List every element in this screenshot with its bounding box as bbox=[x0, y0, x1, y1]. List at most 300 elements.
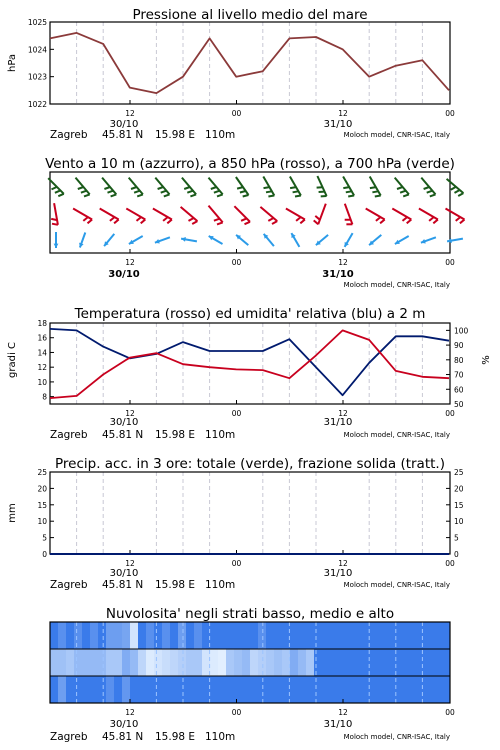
station-elev: 110m bbox=[205, 731, 236, 743]
wind-850-barb-feather bbox=[296, 217, 301, 221]
precip-y-tick-label: 25 bbox=[37, 468, 47, 477]
cloud-cell bbox=[434, 676, 442, 703]
wind-850-barb-feather bbox=[83, 217, 88, 221]
wind-700-barb-feather bbox=[164, 194, 170, 196]
cloud-cell bbox=[346, 622, 354, 649]
wind-700-barb-feather bbox=[451, 187, 456, 190]
cloud-cell bbox=[346, 676, 354, 703]
cloud-cell bbox=[146, 622, 154, 649]
cloud-cell bbox=[74, 676, 82, 703]
precip-y-tick-label-right: 10 bbox=[454, 517, 464, 527]
wind-850-barb-shaft bbox=[446, 209, 465, 220]
cloud-cell bbox=[186, 676, 194, 703]
wind-700-barb-feather bbox=[58, 194, 64, 196]
wind-title: Vento a 10 m (azzurro), a 850 hPa (rosso), a 700 hPa (verde) bbox=[45, 156, 455, 172]
pressure-station bbox=[50, 129, 235, 141]
cloud-cell bbox=[266, 622, 274, 649]
cloud-cell bbox=[50, 622, 58, 649]
cloud-cell bbox=[402, 622, 410, 649]
cloud-cell bbox=[226, 676, 234, 703]
pressure-x-tick-label: 12 bbox=[338, 109, 348, 118]
cloud-cell bbox=[74, 622, 82, 649]
pressure-title: Pressione al livello medio del mare bbox=[132, 7, 368, 23]
wind-700-barb bbox=[290, 177, 301, 197]
cloud-cell bbox=[338, 622, 346, 649]
wind-x-tick-label: 12 bbox=[338, 258, 348, 267]
precip-y-tick-label-right: 0 bbox=[454, 550, 459, 559]
cloud-cell bbox=[274, 649, 282, 676]
pressure-y-tick-label: 1025 bbox=[27, 18, 47, 27]
wind-850-barb-shaft bbox=[100, 209, 119, 220]
cloud-title: Nuvolosita' negli strati basso, medio e alto bbox=[105, 606, 395, 622]
wind-700-barb-feather bbox=[55, 190, 61, 192]
wind-700-barb bbox=[182, 178, 196, 197]
humidity-y-tick-label-right: 100 bbox=[454, 326, 469, 336]
cloud-cell bbox=[266, 676, 274, 703]
cloud-cell bbox=[402, 649, 410, 676]
cloud-cell bbox=[370, 649, 378, 676]
cloud-date-2: 31/10 bbox=[323, 719, 353, 730]
cloud-cell bbox=[442, 676, 450, 703]
cloud-cell bbox=[130, 649, 138, 676]
humidity-y-tick-label-right: 70 bbox=[454, 370, 464, 380]
precip-y-tick-label: 0 bbox=[42, 550, 47, 559]
cloud-cell bbox=[242, 622, 250, 649]
pressure-x-tick-label: 00 bbox=[445, 109, 455, 118]
wind-700-barb-feather bbox=[348, 196, 354, 197]
cloud-cell bbox=[298, 676, 306, 703]
wind-700-barb-shaft bbox=[447, 179, 464, 193]
cloud-cell bbox=[442, 649, 450, 676]
wind-850-barb bbox=[366, 209, 385, 224]
cloud-cell bbox=[394, 649, 402, 676]
precip-y-tick-label: 10 bbox=[37, 517, 47, 527]
wind-850-barb-feather bbox=[407, 220, 412, 224]
cloud-cell bbox=[322, 622, 330, 649]
wind-700-barb bbox=[263, 177, 274, 197]
wind-700-barb bbox=[129, 178, 143, 197]
wind-850-barb-feather bbox=[433, 220, 438, 224]
wind-850-barb-shaft bbox=[153, 209, 172, 220]
station-name: Zagreb bbox=[50, 731, 88, 743]
wind-700-barb bbox=[102, 178, 116, 197]
wind-850-barb bbox=[392, 209, 411, 224]
cloud-cell bbox=[106, 676, 114, 703]
station-elev: 110m bbox=[205, 129, 236, 141]
cloud-cell bbox=[114, 649, 122, 676]
cloud-x-tick-label: 00 bbox=[231, 708, 242, 717]
wind-850-barb bbox=[51, 203, 58, 225]
wind-850-barb-feather bbox=[88, 220, 93, 224]
temp-x-tick-label: 00 bbox=[445, 409, 455, 418]
pressure-y-tick-label: 1022 bbox=[27, 100, 47, 109]
wind-700-barb-feather bbox=[397, 187, 403, 189]
cloud-cell bbox=[122, 622, 130, 649]
cloud-cell bbox=[370, 676, 378, 703]
humidity-y-tick-label-right: 90 bbox=[454, 341, 464, 351]
cloud-cell bbox=[234, 649, 242, 676]
station-lon: 15.98 E bbox=[155, 429, 196, 441]
cloud-cell bbox=[258, 649, 266, 676]
cloud-cell bbox=[258, 676, 266, 703]
wind-700-barb-feather bbox=[187, 191, 193, 193]
humidity-y-tick-label-right: 50 bbox=[454, 400, 464, 409]
wind-10m-arrow bbox=[264, 234, 274, 246]
wind-700-barb bbox=[447, 179, 464, 196]
cloud-cell bbox=[354, 622, 362, 649]
cloud-cell bbox=[386, 622, 394, 649]
wind-850-barb bbox=[209, 206, 223, 225]
wind-850-barb-feather bbox=[217, 222, 223, 224]
station-lat: 45.81 N bbox=[102, 429, 144, 441]
cloud-cell bbox=[394, 622, 402, 649]
cloud-cell bbox=[378, 622, 386, 649]
wind-credit: Moloch model, CNR-ISAC, Italy bbox=[343, 281, 450, 289]
wind-700-barb-feather bbox=[184, 187, 190, 189]
cloud-cell bbox=[74, 649, 82, 676]
cloud-cell bbox=[354, 676, 362, 703]
precip-x-tick-label: 00 bbox=[445, 559, 455, 568]
cloud-cell bbox=[250, 622, 258, 649]
wind-700-barb-feather bbox=[343, 187, 349, 188]
cloud-cell bbox=[394, 676, 402, 703]
pressure-line bbox=[50, 33, 449, 93]
cloud-cell bbox=[290, 649, 298, 676]
cloud-cell bbox=[98, 622, 106, 649]
cloud-cell bbox=[66, 676, 74, 703]
temp-panel bbox=[7, 306, 492, 441]
cloud-cell bbox=[378, 676, 386, 703]
cloud-cell bbox=[442, 622, 450, 649]
temp-y-tick-label: 10 bbox=[37, 377, 47, 387]
cloud-station bbox=[50, 731, 235, 743]
cloud-cell bbox=[218, 622, 226, 649]
cloud-cell bbox=[386, 676, 394, 703]
wind-850-barb-feather bbox=[300, 220, 305, 224]
pressure-x-tick-label: 00 bbox=[231, 109, 242, 118]
precip-frame bbox=[50, 472, 450, 554]
wind-850-barb-feather bbox=[114, 220, 119, 224]
cloud-panel bbox=[50, 606, 455, 743]
cloud-cell bbox=[106, 622, 114, 649]
wind-850-barb-feather bbox=[429, 217, 434, 221]
cloud-cell bbox=[274, 676, 282, 703]
wind-10m-arrow bbox=[104, 234, 114, 246]
wind-850-barb-shaft bbox=[181, 207, 198, 221]
precip-panel bbox=[7, 456, 464, 591]
wind-plot bbox=[48, 172, 464, 267]
wind-10m-arrow bbox=[236, 235, 248, 245]
humidity-y-tick-label-right: 60 bbox=[454, 385, 464, 395]
cloud-cell bbox=[162, 622, 170, 649]
wind-700-barb-feather bbox=[158, 187, 164, 189]
station-lat: 45.81 N bbox=[102, 731, 144, 743]
wind-700-barb bbox=[236, 177, 249, 197]
pressure-date-1: 30/10 bbox=[109, 119, 139, 130]
wind-10m-arrow bbox=[395, 236, 409, 244]
wind-700-barb bbox=[343, 177, 354, 197]
wind-700-barb-feather bbox=[131, 187, 137, 189]
wind-850-barb bbox=[314, 204, 326, 225]
precip-date-2: 31/10 bbox=[323, 568, 353, 579]
precip-plot bbox=[37, 468, 463, 568]
cloud-cell bbox=[346, 649, 354, 676]
wind-700-barb-feather bbox=[190, 194, 196, 196]
cloud-cell bbox=[90, 622, 98, 649]
precip-y-tick-label-right: 20 bbox=[454, 484, 464, 494]
cloud-cell bbox=[226, 622, 234, 649]
pressure-credit: Moloch model, CNR-ISAC, Italy bbox=[343, 131, 450, 139]
cloud-cell bbox=[218, 649, 226, 676]
station-lat: 45.81 N bbox=[102, 129, 144, 141]
cloud-cell bbox=[194, 649, 202, 676]
wind-850-barb-feather bbox=[376, 217, 381, 221]
wind-850-barb bbox=[446, 209, 465, 224]
cloud-cell bbox=[338, 676, 346, 703]
wind-700-barb-feather bbox=[217, 194, 223, 196]
wind-850-barb-feather bbox=[241, 218, 247, 220]
cloud-cell bbox=[410, 649, 418, 676]
precip-x-tick-label: 12 bbox=[338, 559, 348, 568]
wind-10m-arrow-head bbox=[54, 244, 59, 248]
cloud-cell bbox=[426, 649, 434, 676]
wind-850-barb bbox=[100, 209, 119, 224]
cloud-cell bbox=[306, 676, 314, 703]
temperature-line bbox=[50, 330, 449, 398]
precip-x-tick-label: 12 bbox=[125, 559, 135, 568]
cloud-x-tick-label: 00 bbox=[445, 708, 455, 717]
precip-y-tick-label: 15 bbox=[37, 500, 47, 510]
wind-700-barb-feather bbox=[375, 196, 381, 197]
cloud-cell bbox=[186, 649, 194, 676]
cloud-cell bbox=[138, 676, 146, 703]
cloud-cell bbox=[146, 649, 154, 676]
wind-700-barb-feather bbox=[264, 187, 270, 188]
wind-850-barb-feather bbox=[272, 221, 277, 224]
temp-plot bbox=[37, 319, 468, 418]
cloud-cell bbox=[114, 676, 122, 703]
cloud-cell bbox=[58, 649, 66, 676]
cloud-cell bbox=[290, 622, 298, 649]
pressure-y-tick-label: 1023 bbox=[27, 72, 47, 82]
wind-700-barb-feather bbox=[84, 194, 90, 196]
pressure-x-tick-label: 12 bbox=[125, 109, 135, 118]
cloud-cell bbox=[154, 676, 162, 703]
wind-700-barb bbox=[395, 178, 409, 197]
wind-700-barb bbox=[209, 178, 223, 197]
cloud-cell bbox=[50, 676, 58, 703]
cloud-cell bbox=[250, 676, 258, 703]
precip-date-1: 30/10 bbox=[109, 568, 139, 579]
wind-700-barb-feather bbox=[370, 187, 376, 188]
cloud-cell bbox=[170, 622, 178, 649]
wind-700-barb-feather bbox=[111, 194, 117, 196]
precip-y-tick-label: 20 bbox=[37, 484, 47, 494]
wind-700-barb-feather bbox=[108, 191, 114, 193]
cloud-cell bbox=[98, 676, 106, 703]
wind-850-barb bbox=[126, 209, 145, 224]
wind-850-barb-shaft bbox=[286, 209, 305, 220]
pressure-ylabel: hPa bbox=[7, 53, 18, 73]
wind-700-barb-feather bbox=[424, 187, 430, 189]
wind-date-1: 30/10 bbox=[108, 269, 140, 280]
cloud-cell bbox=[426, 676, 434, 703]
wind-700-barb-feather bbox=[211, 187, 217, 189]
temp-x-tick-label: 12 bbox=[125, 409, 135, 418]
temp-date-2: 31/10 bbox=[323, 417, 353, 428]
cloud-cell bbox=[434, 622, 442, 649]
cloud-cell bbox=[210, 676, 218, 703]
cloud-cell bbox=[114, 622, 122, 649]
precip-y-tick-label: 5 bbox=[42, 533, 47, 543]
pressure-date-2: 31/10 bbox=[323, 119, 353, 130]
cloud-cell bbox=[82, 649, 90, 676]
wind-850-barb-feather bbox=[268, 218, 273, 221]
cloud-x-tick-label: 12 bbox=[338, 708, 348, 717]
cloud-cell bbox=[178, 622, 186, 649]
wind-10m-arrow bbox=[369, 235, 381, 245]
temp-credit: Moloch model, CNR-ISAC, Italy bbox=[343, 431, 450, 439]
wind-700-barb-feather bbox=[430, 194, 436, 196]
wind-850-barb bbox=[286, 209, 305, 224]
wind-700-barb-feather bbox=[427, 191, 433, 193]
cloud-cell bbox=[434, 649, 442, 676]
wind-10m-arrow bbox=[181, 237, 197, 242]
wind-700-barb-feather bbox=[104, 187, 110, 189]
wind-850-barb-feather bbox=[163, 217, 168, 221]
cloud-cell bbox=[138, 622, 146, 649]
wind-x-tick-label: 00 bbox=[231, 258, 242, 267]
cloud-cell bbox=[266, 649, 274, 676]
cloud-cell bbox=[306, 622, 314, 649]
cloud-cell bbox=[298, 622, 306, 649]
wind-850-barb-shaft bbox=[419, 209, 438, 220]
wind-700-barb-feather bbox=[268, 196, 274, 197]
wind-700-barb-feather bbox=[290, 187, 296, 188]
pressure-plot bbox=[28, 18, 455, 118]
humidity-ylabel: % bbox=[481, 355, 492, 365]
wind-700-barb-feather bbox=[161, 191, 167, 193]
cloud-cell bbox=[370, 622, 378, 649]
wind-10m-arrow bbox=[155, 237, 170, 243]
wind-850-barb-shaft bbox=[126, 209, 145, 220]
temp-y-tick-label: 14 bbox=[37, 348, 47, 358]
wind-850-barb-feather bbox=[141, 220, 146, 224]
wind-850-barb-feather bbox=[214, 219, 220, 221]
station-lon: 15.98 E bbox=[155, 579, 196, 591]
wind-700-barb bbox=[370, 177, 381, 197]
wind-700-barb bbox=[421, 178, 435, 197]
cloud-cell bbox=[210, 649, 218, 676]
station-name: Zagreb bbox=[50, 429, 88, 441]
wind-700-barb-feather bbox=[266, 191, 272, 192]
wind-850-barb-shaft bbox=[366, 209, 385, 220]
cloud-cell bbox=[338, 649, 346, 676]
cloud-cell bbox=[98, 649, 106, 676]
cloud-cell bbox=[178, 676, 186, 703]
temp-station bbox=[50, 429, 235, 441]
wind-850-barb bbox=[234, 206, 250, 224]
temp-ylabel: gradi C bbox=[7, 342, 18, 378]
cloud-cell bbox=[218, 676, 226, 703]
cloud-cell bbox=[58, 622, 66, 649]
temp-y-tick-label: 12 bbox=[37, 363, 47, 373]
cloud-credit: Moloch model, CNR-ISAC, Italy bbox=[343, 733, 450, 741]
wind-x-tick-label: 00 bbox=[445, 258, 455, 267]
cloud-cell bbox=[258, 622, 266, 649]
cloud-cell bbox=[154, 622, 162, 649]
wind-850-barb-feather bbox=[315, 216, 320, 220]
precip-station bbox=[50, 579, 235, 591]
wind-850-barb-shaft bbox=[345, 204, 353, 225]
wind-850-barb-shaft bbox=[392, 209, 411, 220]
wind-850-barb bbox=[345, 204, 353, 225]
temp-title: Temperatura (rosso) ed umidita' relativa (blu) a 2 m bbox=[74, 306, 426, 322]
wind-700-barb-feather bbox=[403, 194, 409, 196]
cloud-cell bbox=[274, 622, 282, 649]
cloud-cell bbox=[378, 649, 386, 676]
cloud-cell bbox=[314, 622, 322, 649]
cloud-cell bbox=[82, 622, 90, 649]
wind-700-barb bbox=[76, 178, 90, 197]
cloud-cell bbox=[234, 622, 242, 649]
wind-850-barb-feather bbox=[192, 221, 197, 224]
precip-credit: Moloch model, CNR-ISAC, Italy bbox=[343, 581, 450, 589]
wind-850-barb bbox=[181, 207, 198, 224]
wind-700-barb-feather bbox=[243, 195, 249, 197]
cloud-cell bbox=[170, 649, 178, 676]
cloud-cell bbox=[90, 676, 98, 703]
cloud-cell bbox=[242, 649, 250, 676]
wind-700-barb-feather bbox=[137, 194, 143, 196]
wind-10m-arrow bbox=[345, 233, 353, 247]
wind-850-barb-feather bbox=[403, 217, 408, 221]
cloud-cell bbox=[314, 649, 322, 676]
wind-700-barb-feather bbox=[293, 191, 299, 192]
temp-x-tick-label: 00 bbox=[231, 409, 242, 418]
wind-700-barb-feather bbox=[295, 196, 301, 197]
cloud-cell bbox=[130, 676, 138, 703]
station-lon: 15.98 E bbox=[155, 129, 196, 141]
wind-850-barb-feather bbox=[189, 218, 194, 221]
precip-x-tick-label: 00 bbox=[231, 559, 242, 568]
wind-700-barb-feather bbox=[458, 193, 463, 196]
cloud-cell bbox=[66, 622, 74, 649]
precip-ylabel: mm bbox=[7, 503, 18, 523]
wind-850-barb-feather bbox=[456, 217, 461, 221]
wind-850-barb-feather bbox=[460, 220, 465, 224]
precip-y-tick-label-right: 15 bbox=[454, 500, 464, 510]
wind-850-barb-shaft bbox=[73, 209, 92, 220]
precip-title: Precip. acc. in 3 ore: totale (verde), frazione solida (tratt.) bbox=[55, 456, 445, 472]
cloud-cell bbox=[354, 649, 362, 676]
wind-850-barb-shaft bbox=[260, 207, 277, 221]
wind-850-barb-feather bbox=[380, 220, 385, 224]
cloud-cell bbox=[210, 622, 218, 649]
wind-10m-arrow bbox=[79, 233, 85, 248]
pressure-y-tick-label: 1024 bbox=[27, 45, 47, 55]
cloud-cell bbox=[330, 676, 338, 703]
wind-700-barb-feather bbox=[372, 191, 378, 192]
cloud-cell bbox=[186, 622, 194, 649]
cloud-cell bbox=[330, 649, 338, 676]
temp-y-tick-label: 16 bbox=[37, 333, 47, 343]
wind-850-barb-feather bbox=[137, 217, 142, 221]
temp-x-tick-label: 12 bbox=[338, 409, 348, 418]
pressure-panel bbox=[7, 7, 455, 141]
station-lon: 15.98 E bbox=[155, 731, 196, 743]
cloud-cell bbox=[426, 622, 434, 649]
